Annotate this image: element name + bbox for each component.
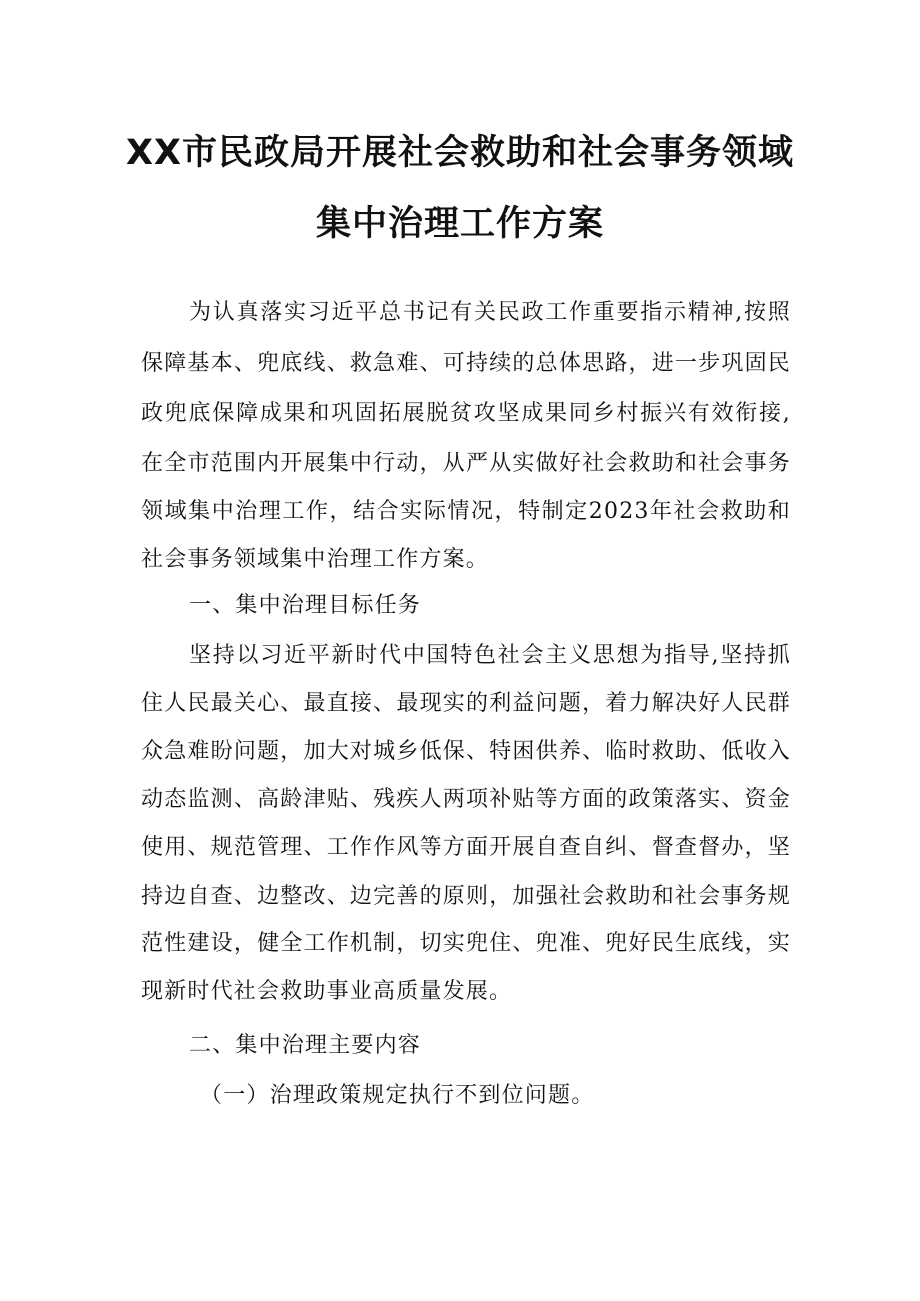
section1-body-line: 使用、规范管理、工作作风等方面开展自查自纠、督查督办，坚: [141, 835, 791, 860]
document-title-line-2: 集中治理工作方案: [315, 204, 604, 244]
section1-body-line: 范性建设，健全工作机制，切实兜住、兜准、兜好民生底线，实: [141, 931, 791, 956]
intro-line: 为认真落实习近平总书记有关民政工作重要指示精神,按照: [189, 300, 791, 325]
section1-body-line: 众急难盼问题，加大对城乡低保、特困供养、临时救助、低收入: [141, 739, 791, 764]
subsection-heading-1: （一）治理政策规定执行不到位问题。: [200, 1083, 595, 1108]
section-heading-1: 一、集中治理目标任务: [189, 593, 422, 618]
section-heading-2: 二、集中治理主要内容: [189, 1033, 422, 1058]
section1-body-line: 坚持以习近平新时代中国特色社会主义思想为指导,坚持抓: [189, 643, 791, 668]
section1-body-line: 持边自查、边整改、边完善的原则，加强社会救助和社会事务规: [141, 884, 791, 909]
document-title-line-1: XX市民政局开展社会救助和社会事务领域: [126, 133, 794, 173]
intro-line: 领域集中治理工作，结合实际情况，特制定2023年社会救助和: [141, 499, 791, 524]
section1-body-line: 动态监测、高龄津贴、残疾人两项补贴等方面的政策落实、资金: [141, 787, 791, 812]
intro-line: 政兜底保障成果和巩固拓展脱贫攻坚成果同乡村振兴有效衔接,: [141, 401, 791, 426]
section1-body-line: 住人民最关心、最直接、最现实的利益问题，着力解决好人民群: [141, 691, 791, 716]
intro-line: 保障基本、兜底线、救急难、可持续的总体思路，进一步巩固民: [141, 351, 791, 376]
intro-line: 在全市范围内开展集中行动，从严从实做好社会救助和社会事务: [141, 451, 791, 476]
section1-body-line: 现新时代社会救助事业高质量发展。: [141, 979, 513, 1004]
intro-line: 社会事务领域集中治理工作方案。: [141, 547, 490, 572]
